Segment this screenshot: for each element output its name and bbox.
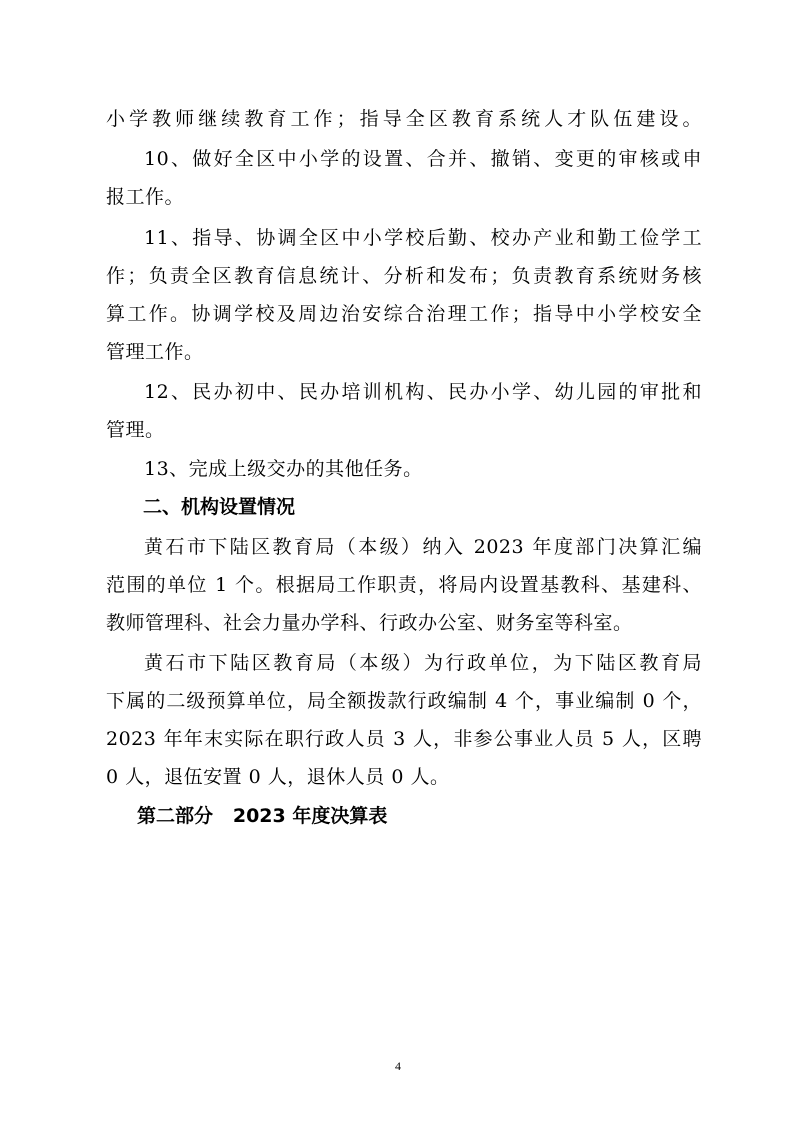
page-number: 4 bbox=[395, 1059, 401, 1073]
section-heading: 二、机构设置情况 bbox=[143, 496, 296, 518]
paragraph-line: 范围的单位 1 个。根据局工作职责，将局内设置基教科、基建科、 bbox=[106, 574, 702, 596]
paragraph-line: 教师管理科、社会力量办学科、行政办公室、财务室等科室。 bbox=[106, 612, 633, 634]
paragraph-line: 报工作。 bbox=[106, 186, 185, 208]
paragraph-line: 13、完成上级交办的其他任务。 bbox=[144, 458, 423, 480]
paragraph-line: 管理。 bbox=[106, 419, 165, 441]
paragraph-line: 算工作。协调学校及周边治安综合治理工作；指导中小学校安全 bbox=[106, 303, 702, 325]
paragraph-line: 黄石市下陆区教育局（本级）纳入 2023 年度部门决算汇编 bbox=[144, 536, 702, 558]
paragraph-line: 作；负责全区教育信息统计、分析和发布；负责教育系统财务核 bbox=[106, 265, 702, 287]
paragraph-line: 下属的二级预算单位，局全额拨款行政编制 4 个，事业编制 0 个， bbox=[106, 690, 702, 712]
paragraph-line: 黄石市下陆区教育局（本级）为行政单位，为下陆区教育局 bbox=[144, 652, 702, 674]
part-heading: 第二部分 2023 年度决算表 bbox=[137, 805, 388, 827]
paragraph-line: 11、指导、协调全区中小学校后勤、校办产业和勤工俭学工 bbox=[144, 227, 702, 249]
paragraph-line: 10、做好全区中小学的设置、合并、撤销、变更的审核或申 bbox=[144, 148, 702, 170]
paragraph-line: 小学教师继续教育工作；指导全区教育系统人才队伍建设。 bbox=[106, 108, 702, 130]
paragraph-line: 12、民办初中、民办培训机构、民办小学、幼儿园的审批和 bbox=[144, 381, 702, 403]
paragraph-line: 管理工作。 bbox=[106, 341, 204, 363]
paragraph-line: 2023 年年末实际在职行政人员 3 人，非参公事业人员 5 人，区聘 bbox=[106, 728, 702, 750]
paragraph-line: 0 人，退伍安置 0 人，退休人员 0 人。 bbox=[106, 766, 450, 788]
